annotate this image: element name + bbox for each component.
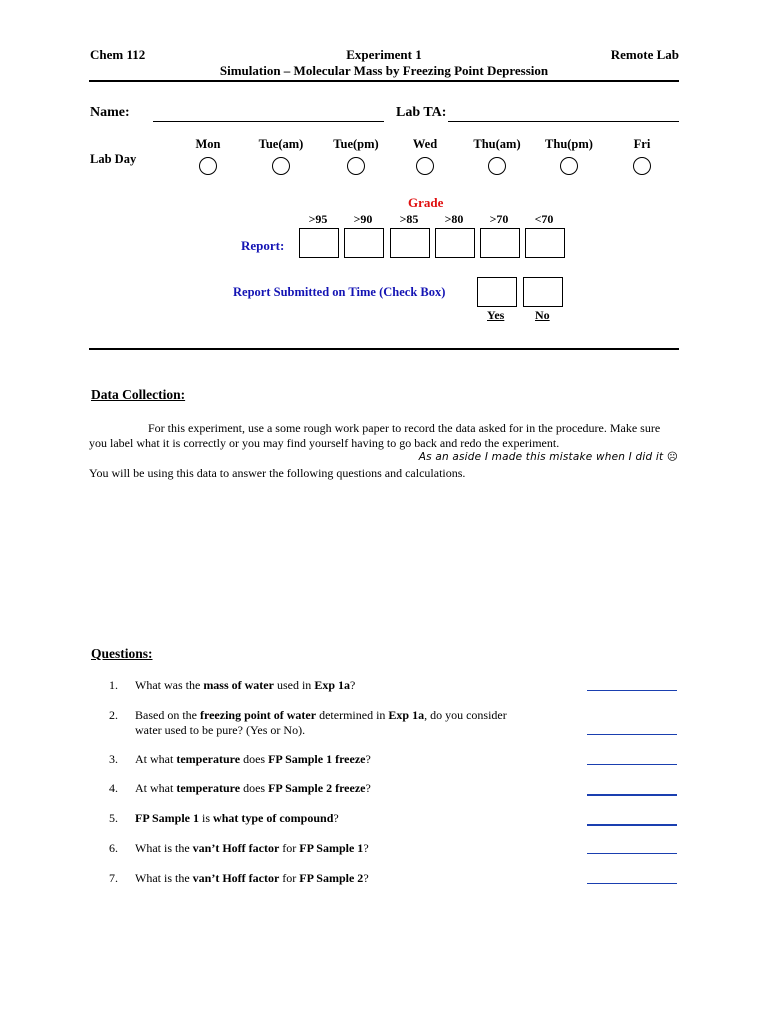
report-grade-box-5[interactable] [525,228,565,258]
yes-label: Yes [487,308,505,322]
answer-field[interactable] [587,690,677,691]
lab-day-label-5: Thu(pm) [545,137,593,151]
lab-day-label-3: Wed [412,137,438,151]
question-number: 6. [109,841,118,855]
lab-day-radio-5[interactable] [560,157,578,175]
report-grade-box-0[interactable] [299,228,339,258]
lab-day-label-2: Tue(pm) [333,137,379,151]
grade-column-label-3: >80 [444,212,464,226]
answer-field[interactable] [587,853,677,854]
lab-ta-label: Lab TA: [396,105,447,120]
name-label: Name: [90,105,130,120]
no-label: No [535,308,550,322]
lab-day-radio-4[interactable] [488,157,506,175]
answer-field[interactable] [587,764,677,765]
report-grade-box-3[interactable] [435,228,475,258]
experiment-title: Experiment 1 [346,47,422,62]
lab-day-radio-2[interactable] [347,157,365,175]
frown-icon: ☹ [666,451,678,463]
data-collection-line-1: For this experiment, use a some rough work paper to record the data asked for in the procedure. Make sure [148,421,661,435]
submitted-no-checkbox[interactable] [523,277,563,307]
header-rule [89,80,679,82]
answer-field[interactable] [587,883,677,884]
lab-day-radio-1[interactable] [272,157,290,175]
question-number: 7. [109,871,118,885]
question-number: 2. [109,708,118,722]
section-rule [89,348,679,350]
lab-day-label: Lab Day [90,152,137,166]
question-text: What is the van’t Hoff factor for FP Sample 1? [135,841,369,855]
question-text: What is the van’t Hoff factor for FP Sample 2? [135,871,369,885]
grade-column-label-2: >85 [399,212,419,226]
grade-column-label-5: <70 [534,212,554,226]
grade-title: Grade [408,195,444,210]
question-number: 4. [109,781,118,795]
remote-lab-label: Remote Lab [610,47,679,62]
report-grade-box-1[interactable] [344,228,384,258]
question-text: What was the mass of water used in Exp 1a? [135,678,356,692]
grade-column-label-1: >90 [353,212,373,226]
lab-day-radio-6[interactable] [633,157,651,175]
course-label: Chem 112 [90,47,146,62]
lab-day-label-4: Thu(am) [473,137,521,151]
data-collection-heading: Data Collection: [91,387,186,402]
question-number: 3. [109,752,118,766]
data-collection-line-3: You will be using this data to answer the following questions and calculations. [89,466,466,480]
answer-field[interactable] [587,734,677,735]
data-collection-line-2: you label what it is correctly or you may find yourself having to go back and redo the experiment. [89,436,560,450]
lab-day-label-0: Mon [195,137,221,151]
lab-day-label-1: Tue(am) [258,137,304,151]
question-text: At what temperature does FP Sample 2 freeze? [135,781,371,795]
question-text: At what temperature does FP Sample 1 freeze? [135,752,371,766]
lab-ta-field[interactable] [448,121,679,122]
report-label: Report: [241,238,285,253]
question-text: FP Sample 1 is what type of compound? [135,811,339,825]
lab-day-radio-3[interactable] [416,157,434,175]
submitted-yes-checkbox[interactable] [477,277,517,307]
aside-note [419,451,678,463]
report-submitted-label: Report Submitted on Time (Check Box) [233,285,446,299]
grade-column-label-4: >70 [489,212,509,226]
grade-column-label-0: >95 [308,212,328,226]
questions-heading: Questions: [91,646,153,661]
report-grade-box-4[interactable] [480,228,520,258]
name-field[interactable] [153,121,384,122]
question-number: 5. [109,811,118,825]
question-number: 1. [109,678,118,692]
answer-field[interactable] [587,824,677,826]
aside-text: As an aside I made this mistake when I did it [418,451,664,463]
experiment-subtitle: Simulation – Molecular Mass by Freezing Point Depression [219,63,549,78]
lab-day-label-6: Fri [633,137,651,151]
lab-day-radio-0[interactable] [199,157,217,175]
question-text: Based on the freezing point of water determined in Exp 1a, do you consider water used to be pure? (Yes or No). [135,708,507,737]
report-grade-box-2[interactable] [390,228,430,258]
answer-field[interactable] [587,794,677,796]
